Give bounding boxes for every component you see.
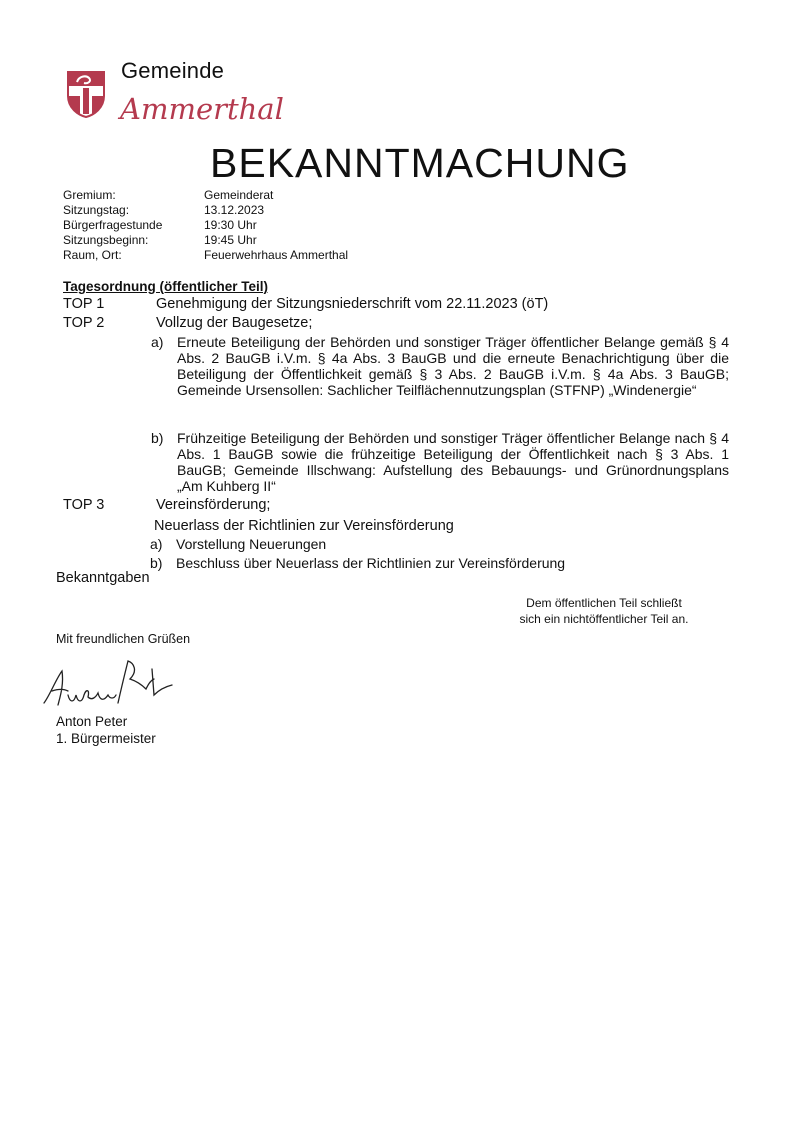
meta-value: Feuerwehrhaus Ammerthal <box>204 248 349 262</box>
subitem-text: Erneute Beteiligung der Behörden und sonstiger Träger öffentlicher Belange gemäß § 4 Abs. 2 BauGB i.V.m. § 4a Abs. 3 BauGB und die erneute Benachrichtigung über die Beteiligung der Öffentlichkeit gemäß § 3 Abs. 2 BauGB i.V.m. § 4a Abs. 3 BauGB; Gemeinde Ursensollen: Sachlicher Teilflächennutzungsplan (STFNP) „Windenergie“ <box>177 334 729 398</box>
meta-value: 19:45 Uhr <box>204 233 257 247</box>
agenda-item-number: TOP 2 <box>63 315 105 331</box>
meta-label: Sitzungsbeginn: <box>63 233 149 247</box>
agenda-subitem-3a <box>150 536 716 552</box>
agenda-item-text: Vollzug der Baugesetze; <box>156 315 313 331</box>
municipal-crest-icon <box>66 70 106 118</box>
meta-row <box>63 233 348 248</box>
meta-row <box>63 203 348 218</box>
page-title: BEKANNTMACHUNG <box>210 140 630 186</box>
subitem-label: a) <box>150 536 163 552</box>
meta-value: 13.12.2023 <box>204 203 265 217</box>
brand-place: Ammerthal <box>120 92 284 126</box>
meta-label: Bürgerfragestunde <box>63 218 163 232</box>
subitem-label: a) <box>151 334 164 350</box>
agenda-item-number: TOP 1 <box>63 296 105 312</box>
meta-row <box>63 218 348 233</box>
brand-name: Gemeinde <box>121 58 225 83</box>
meta-value: 19:30 Uhr <box>204 218 257 232</box>
agenda-item-text: Genehmigung der Sitzungsniederschrift vom 22.11.2023 (öT) <box>156 296 549 312</box>
meta-row <box>63 248 348 263</box>
non-public-note <box>506 595 702 627</box>
signer-block <box>56 713 156 747</box>
meta-row <box>63 188 348 203</box>
announcements-label: Bekanntgaben <box>56 570 150 586</box>
meta-label: Gremium: <box>63 188 116 202</box>
signer-role: 1. Bürgermeister <box>56 731 156 746</box>
agenda-subitem-3b <box>150 555 716 571</box>
agenda-item-text: Vereinsförderung; <box>156 497 271 513</box>
agenda-item-subtitle: Neuerlass der Richtlinien zur Vereinsförderung <box>154 518 454 534</box>
meta-label: Raum, Ort: <box>63 248 122 262</box>
handwritten-signature <box>38 655 178 715</box>
subitem-text: Frühzeitige Beteiligung der Behörden und sonstiger Träger öffentlicher Belange nach § 4 Abs. 1 BauGB sowie die frühzeitige Beteiligung der Öffentlichkeit nach § 3 Abs. 1 BauGB; Gemeinde Illschwang: Aufstellung des Bebauungs- und Grünordnungsplans „Am Kuhberg II“ <box>177 430 729 494</box>
meeting-details <box>63 188 348 263</box>
meta-label: Sitzungstag: <box>63 203 130 217</box>
note-line: Dem öffentlichen Teil schließt <box>526 596 682 610</box>
subitem-text: Vorstellung Neuerungen <box>176 536 327 552</box>
subitem-label: b) <box>151 430 164 446</box>
closing-greeting: Mit freundlichen Grüßen <box>56 632 191 646</box>
meta-value: Gemeinderat <box>204 188 274 202</box>
subitem-label: b) <box>150 555 163 571</box>
agenda-heading: Tagesordnung (öffentlicher Teil) <box>63 279 268 294</box>
agenda-subitem-2b <box>151 430 729 494</box>
agenda-item-number: TOP 3 <box>63 497 105 513</box>
note-line: sich ein nichtöffentlicher Teil an. <box>519 612 689 626</box>
signer-name: Anton Peter <box>56 714 128 729</box>
agenda-subitem-2a <box>151 334 729 398</box>
subitem-text: Beschluss über Neuerlass der Richtlinien zur Vereinsförderung <box>176 555 566 571</box>
